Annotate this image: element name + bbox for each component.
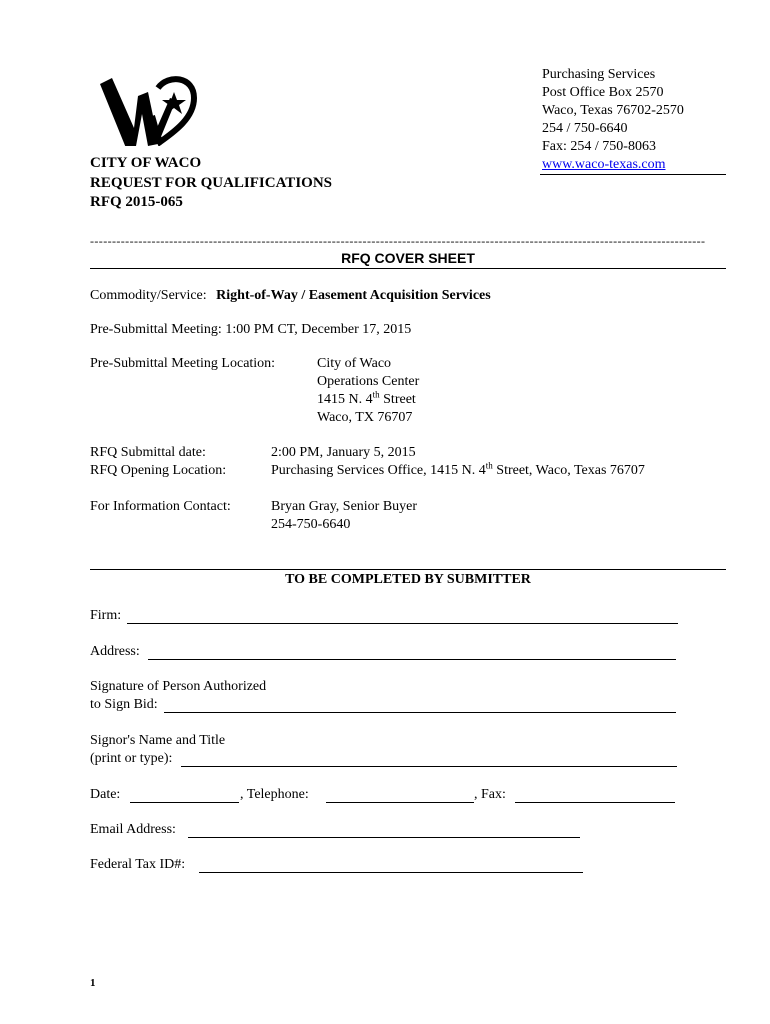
location-line-3 [317, 389, 416, 408]
fax-field[interactable] [515, 802, 675, 803]
po-box: Post Office Box 2570 [542, 85, 664, 100]
date-label: Date: [90, 787, 121, 802]
dashed-divider: -------------------------------------------------------------------------------------------------------------------------------------------- [90, 234, 706, 248]
submitter-heading: TO BE COMPLETED BY SUBMITTER [285, 572, 531, 587]
city-of-waco-logo [98, 70, 198, 146]
signor-label-line-1: Signor's Name and Title [90, 733, 226, 748]
submittal-date-value: 2:00 PM, January 5, 2015 [271, 445, 416, 460]
pre-submittal-meeting: Pre-Submittal Meeting: 1:00 PM CT, December 17, 2015 [90, 322, 412, 337]
phone-number: 254 / 750-6640 [542, 121, 628, 136]
info-contact-phone: 254-750-6640 [271, 517, 351, 532]
ordinal-suffix: th [372, 389, 380, 400]
commodity-label: Commodity/Service: [90, 288, 207, 303]
address-label: Address: [90, 644, 140, 659]
location-street-suffix: Street [379, 392, 416, 407]
signature-label-line-2: to Sign Bid: [90, 697, 158, 712]
pre-meeting-location-label: Pre-Submittal Meeting Location: [90, 356, 276, 371]
signature-field[interactable] [164, 712, 676, 713]
ordinal-suffix: th [485, 460, 493, 471]
website-link[interactable]: www.waco-texas.com [542, 157, 666, 172]
firm-label: Firm: [90, 608, 122, 623]
signature-label-line-1: Signature of Person Authorized [90, 679, 267, 694]
city-name: CITY OF WACO [90, 155, 202, 171]
info-contact-name: Bryan Gray, Senior Buyer [271, 499, 418, 514]
page-number: 1 [90, 977, 96, 989]
document-type: REQUEST FOR QUALIFICATIONS [90, 175, 332, 191]
submittal-date-label: RFQ Submittal date: [90, 445, 206, 460]
signor-field[interactable] [181, 766, 677, 767]
opening-location-suffix: Street, Waco, Texas 76707 [492, 463, 645, 478]
city-zip: Waco, Texas 76702-2570 [542, 103, 684, 118]
date-field[interactable] [130, 802, 239, 803]
tax-id-label: Federal Tax ID#: [90, 857, 186, 872]
telephone-field[interactable] [326, 802, 474, 803]
tax-id-field[interactable] [199, 872, 583, 873]
location-street-text: 1415 N. 4 [317, 392, 373, 407]
info-contact-label: For Information Contact: [90, 499, 231, 514]
location-line-1: City of Waco [317, 356, 392, 371]
header-underline [540, 174, 726, 175]
email-label: Email Address: [90, 822, 176, 837]
fax-label: , Fax: [474, 787, 506, 802]
commodity-value: Right-of-Way / Easement Acquisition Services [216, 288, 491, 303]
address-field[interactable] [148, 659, 676, 660]
fax-number: Fax: 254 / 750-8063 [542, 139, 656, 154]
signor-label-line-2: (print or type): [90, 751, 173, 766]
commodity-row [90, 288, 491, 304]
title-rule [90, 268, 726, 269]
location-line-2: Operations Center [317, 374, 420, 389]
opening-location-label: RFQ Opening Location: [90, 463, 227, 478]
location-line-4: Waco, TX 76707 [317, 410, 413, 425]
telephone-label: , Telephone: [240, 787, 309, 802]
dept-name: Purchasing Services [542, 67, 656, 82]
opening-location-value [271, 460, 645, 479]
firm-field[interactable] [127, 623, 678, 624]
submitter-rule [90, 569, 726, 570]
email-field[interactable] [188, 837, 580, 838]
rfq-number: RFQ 2015-065 [90, 194, 183, 210]
cover-sheet-title: RFQ COVER SHEET [341, 250, 475, 266]
opening-location-text: Purchasing Services Office, 1415 N. 4 [271, 463, 486, 478]
